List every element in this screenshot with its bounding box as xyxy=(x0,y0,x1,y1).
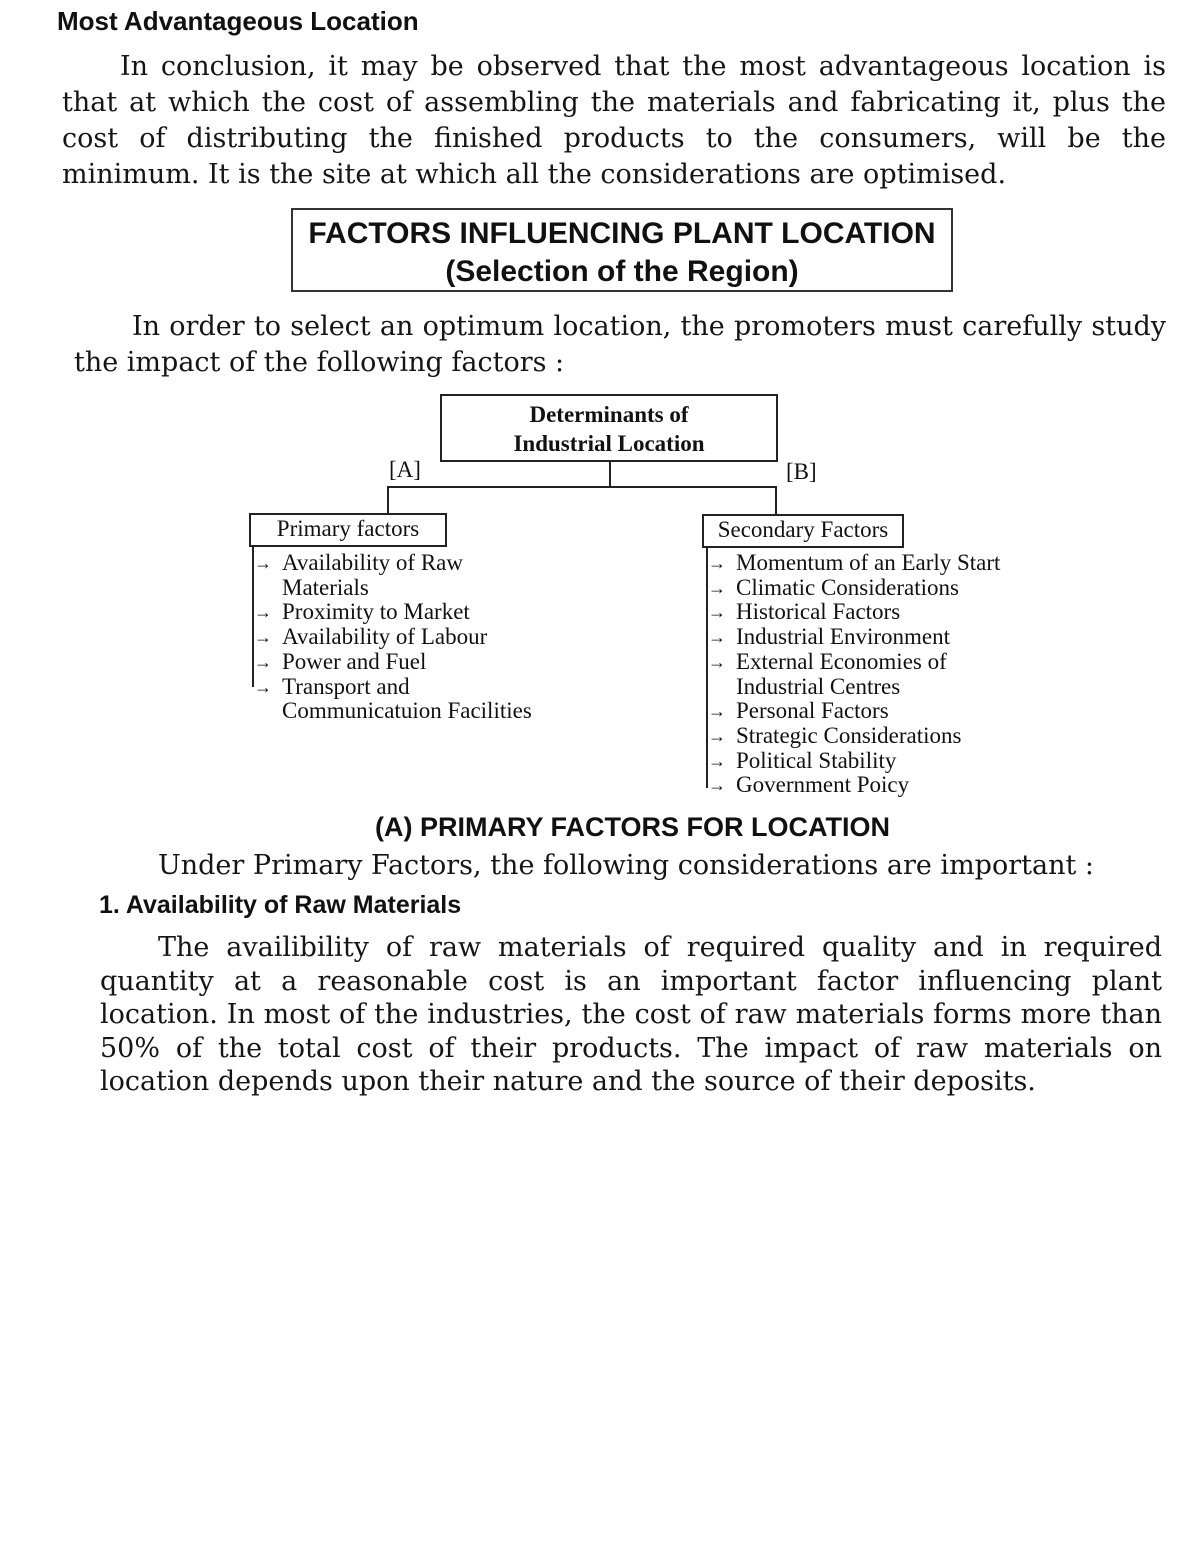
paragraph-select-location xyxy=(74,309,1166,381)
secondary-factor-item xyxy=(704,749,1000,774)
determinants-box xyxy=(440,394,778,462)
secondary-factors-box: Secondary Factors xyxy=(702,514,904,548)
secondary-factor-item-text: Industrial Centres xyxy=(736,673,901,699)
primary-factors-heading: (A) PRIMARY FACTORS FOR LOCATION xyxy=(375,812,890,842)
arrow-right-icon: → xyxy=(708,602,726,623)
arrow-right-icon: → xyxy=(708,627,726,648)
label-a: [A] xyxy=(389,457,421,482)
arrow-right-icon: → xyxy=(254,627,272,648)
primary-factor-item xyxy=(250,551,532,600)
arrow-right-icon: → xyxy=(254,676,272,697)
arrow-right-icon: → xyxy=(708,701,726,722)
secondary-factor-item xyxy=(704,699,1000,724)
arrow-right-icon: → xyxy=(254,651,272,672)
arrow-right-icon: → xyxy=(708,577,726,598)
section-title-line1: FACTORS INFLUENCING PLANT LOCATION xyxy=(308,217,936,250)
raw-materials-heading: 1. Availability of Raw Materials xyxy=(99,891,462,919)
heading-most-advantageous-location: Most Advantageous Location xyxy=(57,6,419,36)
primary-factor-item-text: Transport and xyxy=(282,673,410,699)
paragraph-conclusion xyxy=(62,49,1166,193)
connector-right-drop xyxy=(775,486,777,515)
primary-factor-item-text: Proximity to Market xyxy=(282,599,470,625)
primary-factor-item-text: Availability of Raw xyxy=(282,550,463,575)
secondary-factor-item xyxy=(704,773,1000,798)
primary-factors-list xyxy=(250,551,532,724)
primary-factor-item-text: Availability of Labour xyxy=(282,624,488,650)
arrow-right-icon: → xyxy=(708,651,726,672)
arrow-right-icon: → xyxy=(708,775,726,796)
secondary-factor-item-text: Political Stability xyxy=(736,747,897,773)
label-b: [B] xyxy=(786,459,817,484)
arrow-right-icon: → xyxy=(254,602,272,623)
primary-factor-item-text: Power and Fuel xyxy=(282,648,427,674)
primary-factor-item xyxy=(250,675,532,724)
connector-left-drop xyxy=(387,486,389,514)
primary-factor-item-text: Communicatuion Facilities xyxy=(282,698,532,724)
secondary-factor-item-text: External Economies of xyxy=(736,648,947,674)
paragraph-raw-materials xyxy=(100,931,1162,1099)
secondary-factor-item-text: Strategic Considerations xyxy=(736,722,962,748)
primary-factor-item xyxy=(250,625,532,650)
connector-horizontal xyxy=(387,486,777,488)
primary-factor-item-text: Materials xyxy=(282,574,369,600)
section-title-line2: (Selection of the Region) xyxy=(445,255,799,288)
primary-factors-intro: Under Primary Factors, the following considerations are important : xyxy=(158,850,1094,881)
secondary-factor-item-text: Industrial Environment xyxy=(736,624,950,650)
secondary-factor-item-text: Government Poicy xyxy=(736,772,910,798)
paragraph-raw-materials-text: The availibility of raw materials of required quality and in required quantity at a reasonable cost is an important factor influencing plant location. In most of the industries, the cost of raw materials forms more than 50% of the total cost of their products. The impact of raw materials on location depends upon their nature and the source of their deposits. xyxy=(100,932,1162,1097)
secondary-factor-item-text: Historical Factors xyxy=(736,599,901,625)
secondary-factor-item-text: Momentum of an Early Start xyxy=(736,550,1001,575)
paragraph-select-location-text: In order to select an optimum location, the promoters must carefully study the impact of the following factors : xyxy=(74,311,1166,378)
determinants-line2: Industrial Location xyxy=(513,431,705,456)
secondary-factor-item xyxy=(704,551,1000,576)
primary-factor-item xyxy=(250,650,532,675)
arrow-right-icon: → xyxy=(254,553,272,573)
secondary-factors-list xyxy=(704,551,1000,798)
paragraph-conclusion-text: In conclusion, it may be observed that the most advantageous location is that at which the cost of assembling the materials and fabricating it, plus the cost of distributing the finished products to the consumers, will be the minimum. It is the site at which all the considerations are optimised. xyxy=(62,51,1166,190)
secondary-factor-item xyxy=(704,576,1000,601)
determinants-line1: Determinants of xyxy=(529,402,689,427)
secondary-factor-item-text: Climatic Considerations xyxy=(736,574,959,600)
arrow-right-icon: → xyxy=(708,725,726,746)
primary-factors-box: Primary factors xyxy=(249,513,447,547)
secondary-factor-item-text: Personal Factors xyxy=(736,698,889,724)
section-title-box xyxy=(291,208,953,292)
secondary-factor-item xyxy=(704,600,1000,625)
secondary-factor-item xyxy=(704,650,1000,699)
arrow-right-icon: → xyxy=(708,553,726,573)
secondary-factor-item xyxy=(704,724,1000,749)
primary-factor-item xyxy=(250,600,532,625)
secondary-factor-item xyxy=(704,625,1000,650)
connector-stem xyxy=(609,462,611,487)
arrow-right-icon: → xyxy=(708,750,726,771)
